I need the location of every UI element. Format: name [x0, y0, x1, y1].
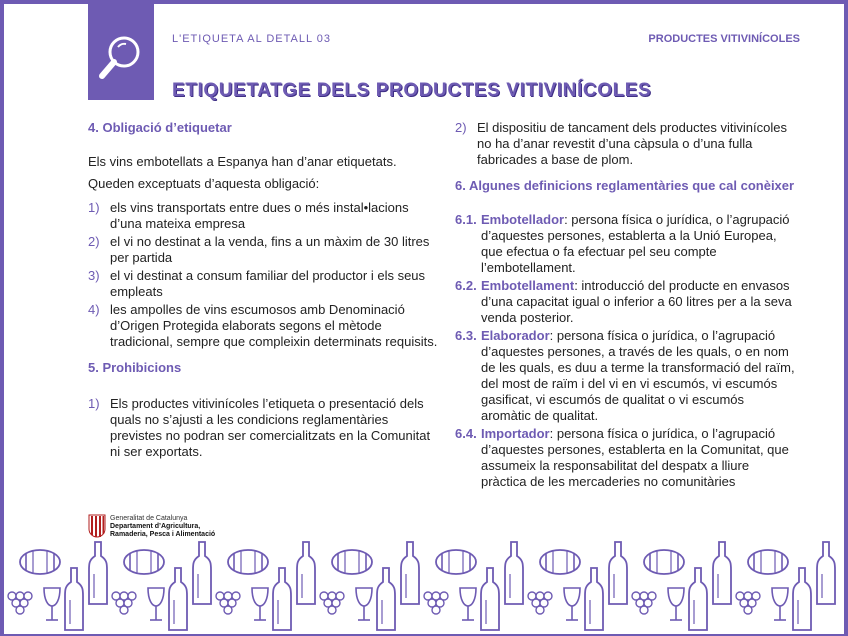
definition-item — [455, 328, 795, 424]
left-column — [88, 120, 438, 460]
definition-text: : introducció del producte en envasos d’una capacitat igual o inferior a 60 litres per a la seva venda posterior. — [481, 278, 792, 325]
list-item — [88, 234, 438, 266]
list-item — [88, 268, 438, 300]
list-number: 1) — [88, 200, 100, 215]
definition-item — [455, 278, 795, 326]
magnifier-badge — [88, 0, 154, 100]
prohibitions-list — [88, 396, 438, 460]
list-item — [88, 200, 438, 232]
department-line-1: Departament d’Agricultura, — [110, 523, 201, 530]
definition-number: 6.3. — [455, 328, 477, 343]
list-number: 2) — [88, 234, 100, 249]
definition-term: Embotellador — [481, 212, 565, 227]
definition-text: : persona física o jurídica, o l’agrupació d’aquestes persones, establerta a la Unió Europea, que efectua o fa efectuar pel seu compte l’embotellament. — [481, 212, 790, 275]
definition-term: Importador — [481, 426, 550, 441]
section-4-intro: Els vins embotellats a Espanya han d’anar etiquetats. — [88, 154, 397, 169]
page-title: ETIQUETATGE DELS PRODUCTES VITIVINÍCOLES — [172, 80, 652, 101]
definition-number: 6.4. — [455, 426, 477, 441]
senyera-emblem-icon — [88, 514, 106, 538]
list-text: el vi no destinat a la venda, fins a un màxim de 30 litres per partida — [110, 234, 430, 265]
definition-item — [455, 426, 795, 490]
list-number: 4) — [88, 302, 100, 317]
list-text: El dispositiu de tancament dels productes vitivinícoles no ha d’anar revestit d’una càpsula o d’una fulla fabricades a base de plom. — [477, 120, 787, 167]
list-item — [455, 120, 795, 168]
wine-pattern-decoration — [4, 540, 844, 636]
list-text: les ampolles de vins escumosos amb Denominació d’Origen Protegida elaborats segons el mètode tradicional, sempre que compleixin determinats requisits. — [110, 302, 438, 349]
department-name — [110, 523, 215, 539]
definition-term: Embotellament — [481, 278, 575, 293]
list-item — [88, 396, 438, 460]
list-text: el vi destinat a consum familiar del productor i els seus empleats — [110, 268, 426, 299]
section-5-heading: 5. Prohibicions — [88, 360, 182, 375]
definition-text: : persona física o jurídica, o l’agrupació d’aquestes persones, establerta en la Comunitat, que assumeix la responsabilitat del despatx a lliure pràctica de les mercaderies no comunitàries — [481, 426, 789, 489]
section-6-heading: 6. Algunes definicions reglamentàries que cal conèixer — [455, 178, 795, 193]
list-text: els vins transportats entre dues o més instal•lacions d’una mateixa empresa — [110, 200, 409, 231]
magnifier-icon — [94, 30, 148, 92]
definition-item — [455, 212, 795, 276]
topic-label: PRODUCTES VITIVINÍCOLES — [648, 33, 800, 45]
definitions-list — [455, 212, 795, 490]
right-border — [844, 0, 848, 636]
government-name: Generalitat de Catalunya — [110, 515, 188, 522]
right-column — [455, 120, 795, 490]
section-4-heading: 4. Obligació d’etiquetar — [88, 120, 232, 135]
exceptions-list — [88, 200, 438, 350]
list-text: Els productes vitivinícoles l’etiqueta o presentació dels quals no s’ajusti a les condicions reglamentàries previstes no podran ser comercialitzats en la Comunitat ni ser exportats. — [110, 396, 431, 459]
definition-number: 6.2. — [455, 278, 477, 293]
list-item — [88, 302, 438, 350]
list-number: 2) — [455, 120, 467, 135]
definition-text: : persona física o jurídica, o l’agrupació d’aquestes persones, a través de les quals, o en nom de les quals, es duu a terme la transformació del raïm, del most de raïm i del vi en vi escumós, vi escumós gasificat, vi escumós de qualitat o vi escumós aromàtic de qualitat. — [481, 328, 795, 423]
prohibitions-list-continued — [455, 120, 795, 168]
definition-term: Elaborador — [481, 328, 550, 343]
section-4-exceptions-intro: Queden exceptuats d’aquesta obligació: — [88, 176, 320, 191]
list-number: 3) — [88, 268, 100, 283]
list-number: 1) — [88, 396, 100, 411]
definition-number: 6.1. — [455, 212, 477, 227]
department-line-2: Ramaderia, Pesca i Alimentació — [110, 531, 216, 538]
series-label: L'ETIQUETA AL DETALL 03 — [172, 33, 331, 45]
